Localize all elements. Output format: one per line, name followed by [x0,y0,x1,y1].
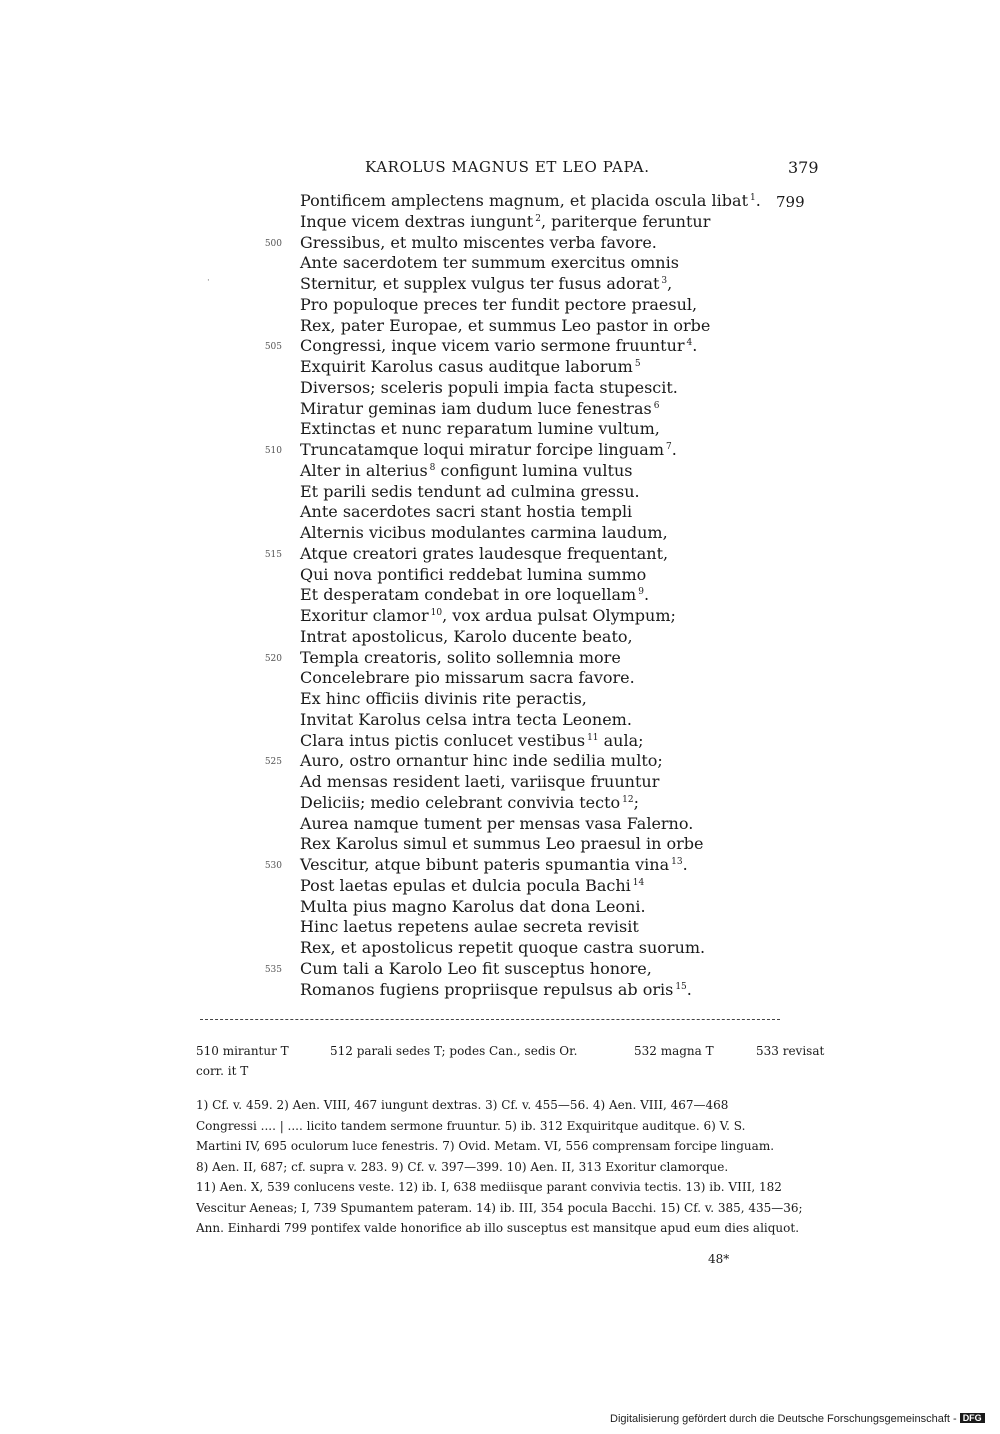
verse-text-line [300,731,644,752]
verse-line [300,938,770,959]
verse-text-line [300,959,652,980]
verse-text-line [300,461,632,482]
footnote-line: 11) Aen. X, 539 conlucens veste. 12) ib. I, 638 mediisque parant convivia tectis. 13) ib. VIII, 182 [196,1180,782,1194]
verse-tail: . [755,191,761,210]
verse-line [300,689,770,710]
footnote-ref: 13 [671,857,683,867]
verse-text-line [300,295,697,316]
verse-text-line [300,502,632,523]
footnote-ref: 1 [750,193,756,203]
line-number: 535 [264,964,282,975]
verse-words: Et desperatam condebat in ore loquellam [300,585,637,605]
line-number: 525 [264,757,282,768]
verse-line [264,440,770,461]
verse-line [300,295,770,316]
verse-text-line [300,751,663,772]
line-number: 530 [264,861,282,871]
verse-words: Hinc laetus repetens aulae secreta revisit [300,917,639,937]
footnote-ref: 2 [535,213,541,224]
verse-tail: . [682,855,688,874]
verse-text-line [300,606,676,627]
verse-tail: aula; [598,730,644,750]
verse-line [300,980,770,1001]
verse-line [300,316,770,337]
footnote-ref: 12 [622,794,634,805]
verse-tail: , vox ardua pulsat Olympum; [442,606,676,625]
line-number: 500 [264,238,282,249]
verse-words: Invitat Karolus celsa intra tecta Leonem. [300,709,632,729]
verse-words: Et parili sedis tendunt ad culmina gressu. [300,481,640,501]
verse-text-line [300,482,640,503]
footnote-ref: 14 [632,877,645,888]
footnote-line: Ann. Einhardi 799 pontifex valde honorifice ab illo susceptus est mansitque apud eum dies aliquot. [196,1221,800,1235]
verse-words: Rex, et apostolicus repetit quoque castra suorum. [300,938,706,957]
dfg-logo: DFG [960,1413,985,1423]
verse-line [300,482,770,503]
verse-line [300,274,770,295]
verse-text-line [300,191,761,212]
page-title: KAROLUS MAGNUS ET LEO PAPA. [365,158,650,176]
verse-line [300,731,770,752]
verse-tail: , [667,274,673,293]
sheet-signature: 48* [708,1252,730,1266]
verse-text-line [300,834,704,855]
verse-tail: configunt lumina vultus [435,460,633,480]
verse-line [300,917,770,938]
verse-text-line [300,585,649,606]
verse-text-line [300,565,646,586]
verse-words: Aurea namque tument per mensas vasa Falerno. [300,813,694,833]
variant-533: 533 revisat [756,1044,825,1058]
footnote-line: Martini IV, 695 oculorum luce fenestris. 7) Ovid. Metam. VI, 556 comprensam forcipe linguam. [196,1139,775,1153]
critical-apparatus [196,1041,825,1081]
verse-words: Diversos; sceleris populi impia facta stupescit. [300,377,678,397]
verse-text-line [300,648,621,669]
verse-words: Ex hinc officiis divinis rite peractis, [300,689,587,708]
verse-words: Truncatamque loqui miratur forcipe linguam [300,440,664,459]
verse-words: Romanos fugiens propriisque repulsus ab oris [300,979,674,999]
apparatus-line [196,1061,821,1081]
verse-text-line [300,772,659,793]
line-number: 520 [264,653,282,664]
footnote-rule [200,1019,780,1020]
verse-text-line [300,399,659,420]
verse-line [300,523,770,544]
stray-mark: · [207,276,210,286]
verse-tail: . [692,336,698,356]
verse-text-line [300,544,668,565]
verse-text [264,191,770,1000]
verse-line [264,647,770,669]
verse-line [300,212,770,233]
verse-words: Vescitur, atque bibunt pateris spumantia vina [300,855,670,874]
verse-text-line [300,357,641,378]
verse-tail: . [643,585,650,605]
verse-line [300,399,770,420]
margin-year: 799 [776,193,805,211]
variant-510: 510 mirantur T [196,1044,289,1058]
verse-line [300,606,770,627]
verse-words: Exquirit Karolus casus auditque laborum [300,357,633,376]
verse-words: Templa creatoris, solito sollemnia more [300,647,621,667]
verse-text-line [300,378,678,399]
footnote-ref: 10 [430,608,443,618]
verse-words: Multa pius magno Karolus dat dona Leoni. [300,896,646,916]
verse-line [264,543,770,565]
verse-words: Qui nova pontifici reddebat lumina summo [300,564,647,584]
running-head [0,158,1000,178]
verse-text-line [300,419,660,440]
verse-tail: , pariterque feruntur [540,211,711,231]
verse-line [300,710,770,731]
footnote-ref: 15 [675,981,687,992]
verse-line [300,191,770,212]
footnote-line: Congressi .... | .... licito tandem sermone fruuntur. 5) ib. 312 Exquiritque auditque. 6) V. S. [196,1118,746,1133]
verse-text-line [300,274,672,295]
verse-line [300,502,770,523]
verse-words: Concelebrare pio missarum sacra favore. [300,668,635,688]
variant-512: 512 parali sedes T; podes Can., sedis Or. [330,1044,578,1058]
verse-text-line [300,253,679,274]
verse-words: Post laetas epulas et dulcia pocula Bachi [300,875,631,895]
page-number: 379 [788,158,819,177]
verse-words: Atque creatori grates laudesque frequentant, [300,543,669,563]
verse-text-line [300,855,688,876]
verse-line [300,461,770,482]
credit-text: Digitalisierung gefördert durch die Deutsche Forschungsgemeinschaft - [610,1413,957,1425]
verse-line [264,336,770,357]
verse-words: Ante sacerdotes sacri stant hostia templi [300,502,633,522]
verse-text-line [300,793,639,814]
verse-line [300,772,770,793]
verse-words: Alter in alterius [300,460,428,480]
verse-text-line [300,440,677,461]
verse-line [300,793,770,814]
footnote-ref: 7 [666,442,672,452]
verse-words: Pro populoque preces ter fundit pectore praesul, [300,294,698,314]
verse-words: Rex Karolus simul et summus Leo praesul in orbe [300,834,704,854]
verse-words: Cum tali a Karolo Leo fit susceptus honore, [300,958,652,978]
verse-words: Exoritur clamor [300,606,429,625]
verse-text-line [300,233,657,254]
verse-words: Rex, pater Europae, et summus Leo pastor in orbe [300,315,711,335]
verse-line [300,876,770,897]
verse-line [300,897,770,918]
verse-words: Gressibus, et multo miscentes verba favore. [300,232,657,252]
verse-words: Alternis vicibus modulantes carmina laudum, [300,523,668,542]
footnote-line: 8) Aen. II, 687; cf. supra v. 283. 9) Cf. v. 397—399. 10) Aen. II, 313 Exoritur clamorque. [196,1159,729,1174]
footnote-line: Vescitur Aeneas; I, 739 Spumantem pateram. 14) ib. III, 354 pocula Bacchi. 15) Cf. v. 385, 435—36; [196,1200,803,1215]
verse-text-line [300,814,693,835]
verse-text-line [300,938,705,959]
line-number: 510 [264,446,282,456]
verse-text-line [300,710,632,731]
verse-line [300,834,770,855]
verse-words: Congressi, inque vicem vario sermone fruuntur [300,336,685,356]
verse-text-line [300,316,710,337]
verse-line [300,814,770,835]
verse-line [300,419,770,440]
verse-words: Ad mensas resident laeti, variisque fruuntur [300,772,660,791]
line-number: 515 [264,549,282,560]
verse-text-line [300,668,635,689]
verse-line [300,585,770,606]
footnote-ref: 4 [686,338,693,349]
footnote-ref: 9 [638,587,644,598]
verse-line [300,253,770,274]
verse-tail: . [686,979,692,999]
verse-line [264,958,770,980]
verse-words: Intrat apostolicus, Karolo ducente beato, [300,626,633,646]
verse-words: Extinctas et nunc reparatum lumine vultum, [300,419,660,439]
verse-text-line [300,336,697,357]
verse-text-line [300,917,639,938]
verse-text-line [300,897,646,918]
apparatus-line [196,1041,825,1061]
footnote-ref: 8 [429,462,436,473]
verse-line [264,751,770,772]
verse-line [300,378,770,399]
footnote-ref: 3 [661,276,668,286]
verse-text-line [300,689,587,710]
verse-text-line [300,523,668,544]
verse-words: Sternitur, et supplex vulgus ter fusus adorat [300,274,660,293]
verse-text-line [300,627,633,648]
verse-tail: ; [633,792,639,812]
verse-line [300,565,770,586]
verse-words: Auro, ostro ornantur hinc inde sedilia multo; [300,751,663,771]
variant-533-cont: corr. it T [196,1064,249,1078]
digitization-credit [610,1413,985,1425]
verse-line [300,627,770,648]
verse-text-line [300,876,644,897]
verse-line [300,668,770,689]
verse-line [264,232,770,254]
footnote-ref: 11 [587,732,599,743]
footnote-ref: 6 [653,400,660,411]
verse-words: Inque vicem dextras iungunt [300,211,534,231]
verse-text-line [300,212,710,233]
footnote-line: 1) Cf. v. 459. 2) Aen. VIII, 467 iungunt dextras. 3) Cf. v. 455—56. 4) Aen. VIII, 467—468 [196,1098,729,1112]
verse-words: Ante sacerdotem ter summum exercitus omnis [300,253,679,273]
verse-line [300,357,770,378]
verse-words: Pontificem amplectens magnum, et placida oscula libat [300,191,748,210]
verse-words: Clara intus pictis conlucet vestibus [300,730,586,750]
verse-text-line [300,980,692,1001]
variant-532: 532 magna T [634,1044,714,1058]
verse-words: Deliciis; medio celebrant convivia tecto [300,792,621,812]
verse-tail: . [671,440,677,459]
footnote-ref: 5 [634,359,641,369]
verse-words: Miratur geminas iam dudum luce fenestras [300,398,652,418]
footnotes [196,1095,821,1239]
verse-line [264,855,770,876]
line-number: 505 [264,342,282,353]
